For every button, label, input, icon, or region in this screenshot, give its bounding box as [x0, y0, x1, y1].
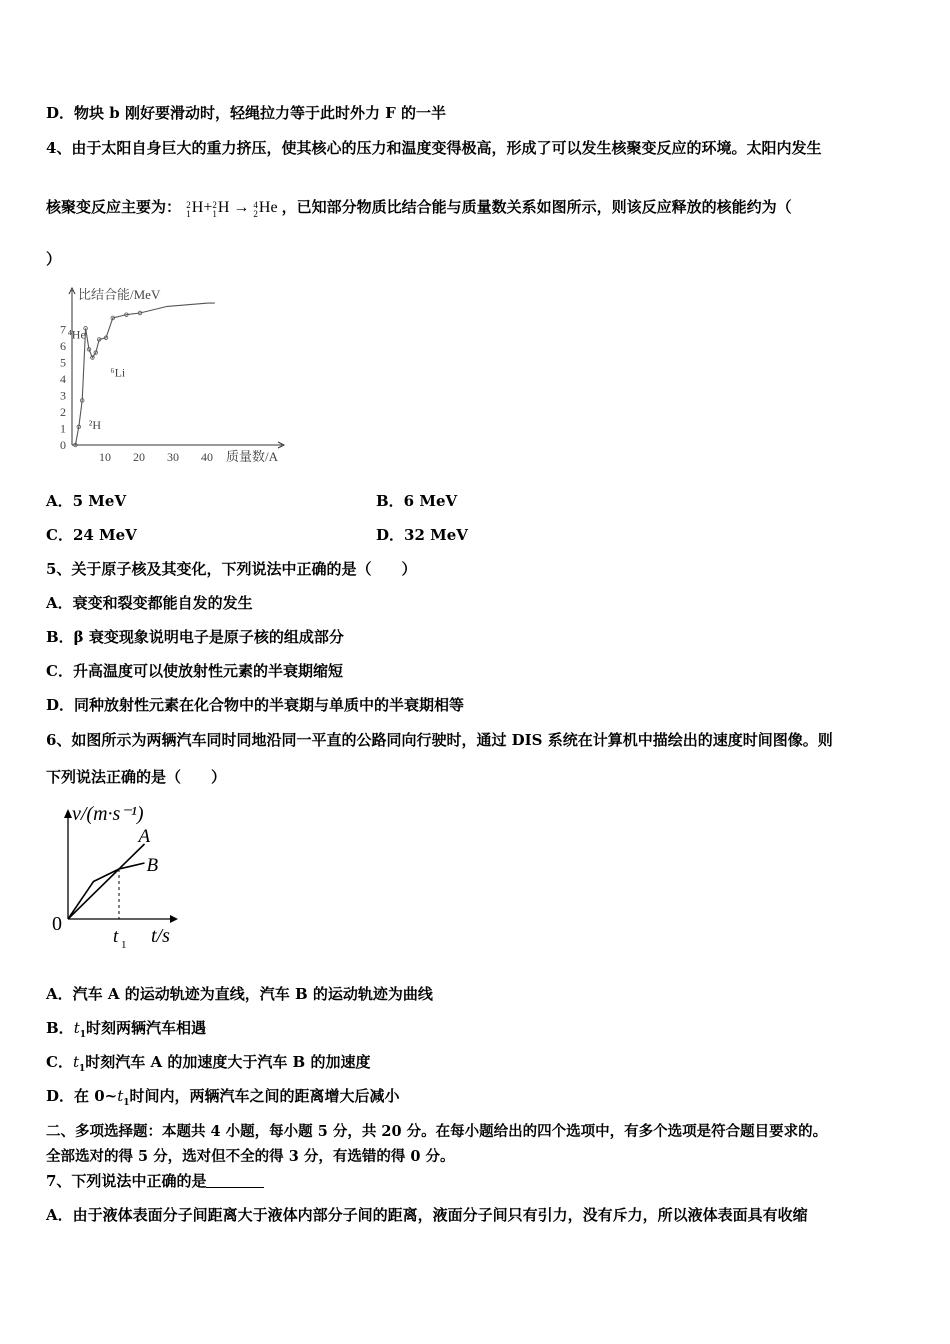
y-tick-label: 5 — [60, 355, 66, 370]
q6-option-a[interactable]: A．汽车 A 的运动轨迹为直线，汽车 B 的运动轨迹为曲线 — [46, 985, 433, 1003]
series-b-line — [68, 863, 145, 919]
x-axis-label: 质量数/A — [226, 449, 279, 464]
q7-stem-text: 7、下列说法中正确的是 — [46, 1172, 207, 1190]
q7-stem — [46, 1170, 264, 1191]
q4-stem-prefix: 核聚变反应主要为： — [46, 198, 182, 216]
q5-option-b[interactable]: B．β 衰变现象说明电子是原子核的组成部分 — [46, 628, 344, 646]
q4-stem-line3: ） — [46, 250, 62, 268]
q4-option-c[interactable]: C．24 MeV — [46, 526, 137, 544]
q4-option-d[interactable]: D．32 MeV — [376, 526, 468, 544]
answer-blank[interactable] — [206, 1175, 264, 1188]
he-mass-number: 4 — [253, 200, 258, 210]
x-tick-label: 10 — [99, 450, 111, 464]
t1-label: t — [113, 926, 119, 947]
li6-label: ⁶Li — [110, 365, 126, 380]
h2-charge-number: 1 — [212, 209, 217, 219]
x-tick-label: 30 — [167, 450, 179, 464]
t1-subscript: 1 — [121, 939, 127, 951]
q6-b-t: t — [73, 1019, 80, 1037]
q6-c-t: t — [72, 1053, 79, 1071]
y-axis-label: 比结合能/MeV — [78, 287, 161, 302]
arrow-sign: → — [233, 199, 250, 216]
y-tick-label: 2 — [60, 405, 66, 419]
y-tick-label: 1 — [60, 421, 66, 436]
q6-b-sub: 1 — [79, 1030, 86, 1040]
section2-header-line1: 二、多项选择题：本题共 4 小题，每小题 5 分，共 20 分。在每小题给出的四个选项中，有多个选项是符合题目要求的。 — [46, 1123, 828, 1140]
section2-header-line2: 全部选对的得 5 分，选对但不全的得 3 分，有选错的得 0 分。 — [46, 1148, 455, 1165]
q5-stem: 5、关于原子核及其变化，下列说法中正确的是（ ） — [46, 560, 417, 578]
q4-stem-line2 — [46, 196, 792, 219]
h2-symbol: H — [217, 199, 230, 216]
t-axis-arrow — [170, 915, 178, 923]
q6-d-prefix: D．在 0~ — [46, 1087, 118, 1105]
q6-option-c[interactable] — [46, 1051, 370, 1074]
q6-d-sub: 1 — [123, 1098, 130, 1108]
q4-option-b[interactable]: B．6 MeV — [376, 492, 458, 510]
origin-label: 0 — [52, 913, 62, 935]
q4-option-a[interactable]: A．5 MeV — [46, 492, 127, 510]
h-mass-number: 2 — [186, 200, 191, 210]
t-axis-label: t/s — [151, 925, 170, 947]
q5-option-a[interactable]: A．衰变和裂变都能自发的发生 — [46, 594, 253, 612]
series-a-label: A — [138, 826, 151, 847]
h2-mass-number: 2 — [212, 200, 217, 210]
q6-c-prefix: C． — [46, 1053, 73, 1071]
q6-option-d[interactable] — [46, 1085, 400, 1108]
x-tick-label: 20 — [133, 450, 145, 464]
q6-b-prefix: B． — [46, 1019, 74, 1037]
q5-option-d[interactable]: D．同种放射性元素在化合物中的半衰期与单质中的半衰期相等 — [46, 696, 465, 714]
q6-b-text: 时刻两辆汽车相遇 — [85, 1019, 206, 1037]
q4-stem-suffix: ，已知部分物质比结合能与质量数关系如图所示，则该反应释放的核能约为（ — [281, 198, 792, 216]
y-tick-label: 7 — [60, 322, 66, 337]
series-a-line — [68, 844, 145, 919]
he4-label: ⁴He — [67, 327, 86, 342]
q4-stem-line1: 4、由于太阳自身巨大的重力挤压，使其核心的压力和温度变得极高，形成了可以发生核聚变反应的环境。太阳内发生 — [46, 139, 822, 157]
q6-stem-line1: 6、如图所示为两辆汽车同时同地沿同一平直的公路同向行驶时，通过 DIS 系统在计算机中描绘出的速度时间图像。则 — [46, 731, 833, 749]
he-symbol: He — [258, 199, 278, 216]
q6-c-text: 时刻汽车 A 的加速度大于汽车 B 的加速度 — [85, 1053, 371, 1071]
q3-option-d: D．物块 b 刚好要滑动时，轻绳拉力等于此时外力 F 的一半 — [46, 104, 447, 122]
plus-sign: + — [203, 199, 213, 216]
y-tick-label: 4 — [60, 372, 66, 386]
y-tick-label: 6 — [60, 339, 66, 353]
q6-c-sub: 1 — [78, 1064, 86, 1074]
q6-d-t: t — [117, 1087, 124, 1105]
q5-option-c[interactable]: C．升高温度可以使放射性元素的半衰期缩短 — [46, 662, 343, 680]
q7-option-a[interactable]: A．由于液体表面分子间距离大于液体内部分子间的距离，液面分子间只有引力，没有斥力，所以液体表面具有收缩 — [46, 1206, 808, 1224]
binding-energy-chart — [52, 282, 292, 472]
q6-option-b[interactable] — [46, 1017, 206, 1040]
h-charge-number: 1 — [186, 209, 191, 219]
v-axis-label: v/(m·s⁻¹) — [72, 803, 144, 825]
he-charge-number: 2 — [253, 209, 258, 219]
y-tick-label: 3 — [60, 388, 66, 403]
x-tick-label: 40 — [201, 450, 213, 464]
h-symbol: H — [191, 199, 204, 216]
q6-stem-line2: 下列说法正确的是（ ） — [46, 768, 227, 786]
h2-label: ²H — [88, 417, 102, 432]
fusion-equation — [186, 199, 281, 219]
y-tick-label: 0 — [60, 438, 66, 452]
v-axis-arrow — [64, 809, 72, 818]
velocity-time-chart — [48, 796, 198, 956]
q6-d-text: 时间内，两辆汽车之间的距离增大后减小 — [129, 1087, 400, 1105]
series-b-label: B — [146, 855, 159, 876]
